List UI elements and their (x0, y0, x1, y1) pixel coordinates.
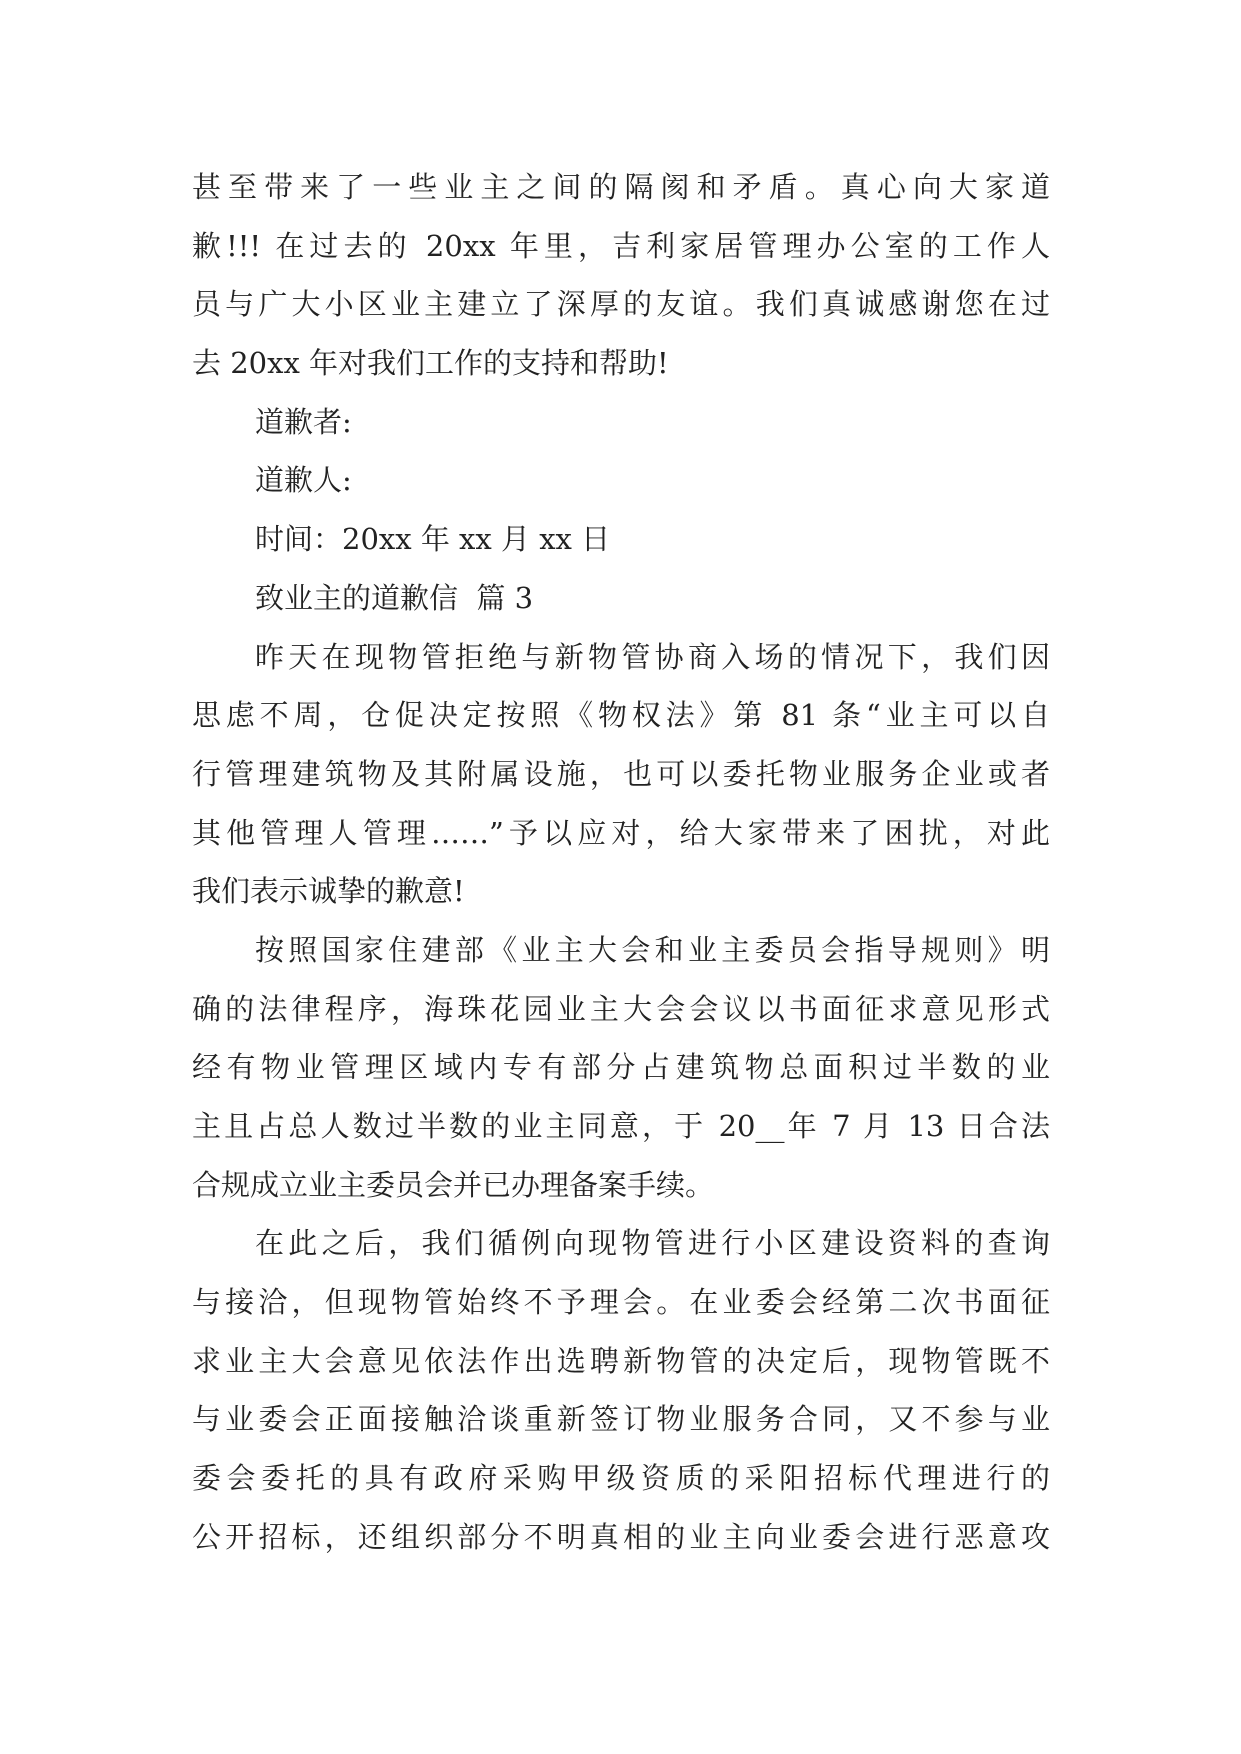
text-line: 与业委会正面接触洽谈重新签订物业服务合同，又不参与业 (192, 1402, 1050, 1437)
text-line: 按照国家住建部《业主大会和业主委员会指导规则》明 (255, 932, 1050, 967)
text-line: 确的法律程序，海珠花园业主大会会议以书面征求意见形式 (192, 991, 1050, 1026)
text-line: 合规成立业主委员会并已办理备案手续。 (192, 1167, 715, 1202)
text-line: 主且占总人数过半数的业主同意，于 20__年 7 月 13 日合法 (192, 1109, 1050, 1143)
text-line: 去 20xx 年对我们工作的支持和帮助! (192, 346, 669, 381)
document-body (192, 158, 1050, 1567)
text-line: 其他管理人管理……”予以应对，给大家带来了困扰，对此 (192, 815, 1050, 850)
text-line: 求业主大会意见依法作出选聘新物管的决定后，现物管既不 (192, 1343, 1050, 1378)
text-line: 甚至带来了一些业主之间的隔阂和矛盾。真心向大家道 (192, 170, 1050, 204)
text-line: 昨天在现物管拒绝与新物管协商入场的情况下，我们因 (255, 639, 1050, 674)
text-line: 经有物业管理区域内专有部分占建筑物总面积过半数的业 (192, 1050, 1050, 1085)
text-line: 道歉人: (255, 463, 352, 498)
text-line: 道歉者: (255, 404, 352, 439)
text-line: 歉!!! 在过去的 20xx 年里，吉利家居管理办公室的工作人 (192, 228, 1050, 263)
text-line: 致业主的道歉信 篇 3 (255, 580, 534, 615)
text-line: 公开招标，还组织部分不明真相的业主向业委会进行恶意攻 (192, 1519, 1050, 1554)
text-line: 时间：20xx 年 xx 月 xx 日 (255, 522, 611, 557)
text-line: 与接洽，但现物管始终不予理会。在业委会经第二次书面征 (192, 1285, 1050, 1320)
text-line: 思虑不周，仓促决定按照《物权法》第 81 条“业主可以自 (192, 698, 1050, 733)
text-line: 行管理建筑物及其附属设施，也可以委托物业服务企业或者 (192, 756, 1050, 791)
text-line: 委会委托的具有政府采购甲级资质的采阳招标代理进行的 (192, 1461, 1050, 1496)
text-line: 我们表示诚挚的歉意! (192, 874, 465, 909)
text-line: 在此之后，我们循例向现物管进行小区建设资料的查询 (255, 1226, 1050, 1261)
text-line: 员与广大小区业主建立了深厚的友谊。我们真诚感谢您在过 (192, 287, 1050, 322)
